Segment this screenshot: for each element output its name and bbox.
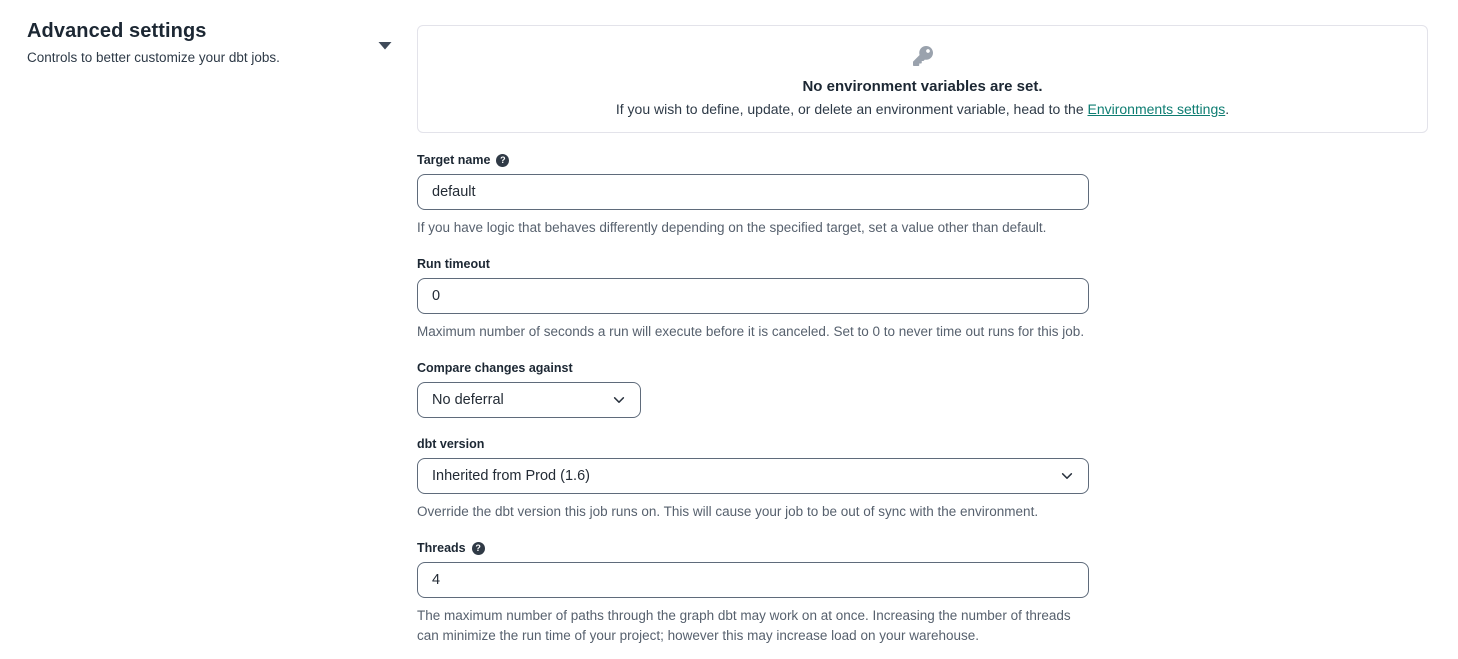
target-name-help-icon[interactable]: ? (496, 154, 509, 167)
env-message-prefix: If you wish to define, update, or delete an environment variable, head to the (615, 101, 1088, 117)
env-empty-message (418, 101, 1427, 117)
dbt-version-selected-value: Inherited from Prod (1.6) (432, 468, 590, 484)
dbt-version-label: dbt version (417, 437, 485, 451)
section-header (27, 20, 367, 65)
dbt-version-select[interactable] (417, 458, 1089, 494)
environments-settings-link[interactable]: Environments settings (1087, 101, 1226, 117)
threads-helper: The maximum number of paths through the graph dbt may work on at once. Increasing the number of threads can minimize the run time of your project; however this may increase load on your warehouse. (417, 608, 1071, 643)
run-timeout-label: Run timeout (417, 257, 490, 271)
threads-help-icon[interactable]: ? (472, 542, 485, 555)
threads-input[interactable] (417, 562, 1089, 598)
threads-label: Threads (417, 541, 466, 555)
target-name-label: Target name (417, 153, 491, 167)
env-empty-title: No environment variables are set. (802, 78, 1043, 95)
compare-changes-select[interactable] (417, 382, 641, 418)
chevron-down-icon (612, 393, 626, 407)
target-name-helper: If you have logic that behaves differently depending on the specified target, set a value other than default. (417, 220, 1047, 235)
dbt-version-field-group (417, 437, 1089, 522)
run-timeout-helper: Maximum number of seconds a run will execute before it is canceled. Set to 0 to never time out runs for this job. (417, 324, 1085, 339)
run-timeout-field-group (417, 257, 1089, 342)
page-title: Advanced settings (27, 20, 207, 42)
compare-changes-selected-value: No deferral (432, 392, 504, 408)
page-subtitle: Controls to better customize your dbt jobs. (27, 50, 280, 65)
target-name-input[interactable] (417, 174, 1089, 210)
compare-changes-field-group (417, 361, 1089, 418)
environment-variables-empty-state (417, 25, 1428, 133)
collapse-section-button[interactable] (377, 39, 393, 53)
caret-down-icon (377, 39, 393, 54)
settings-content (417, 25, 1428, 659)
advanced-settings-form (417, 153, 1089, 646)
compare-changes-label: Compare changes against (417, 361, 573, 375)
target-name-field-group (417, 153, 1089, 238)
chevron-down-icon (1060, 469, 1074, 483)
dbt-version-helper: Override the dbt version this job runs on. This will cause your job to be out of sync with the environment. (417, 504, 1039, 519)
threads-field-group (417, 541, 1089, 646)
env-message-suffix: . (1225, 101, 1230, 117)
run-timeout-input[interactable] (417, 278, 1089, 314)
key-icon (913, 46, 933, 66)
